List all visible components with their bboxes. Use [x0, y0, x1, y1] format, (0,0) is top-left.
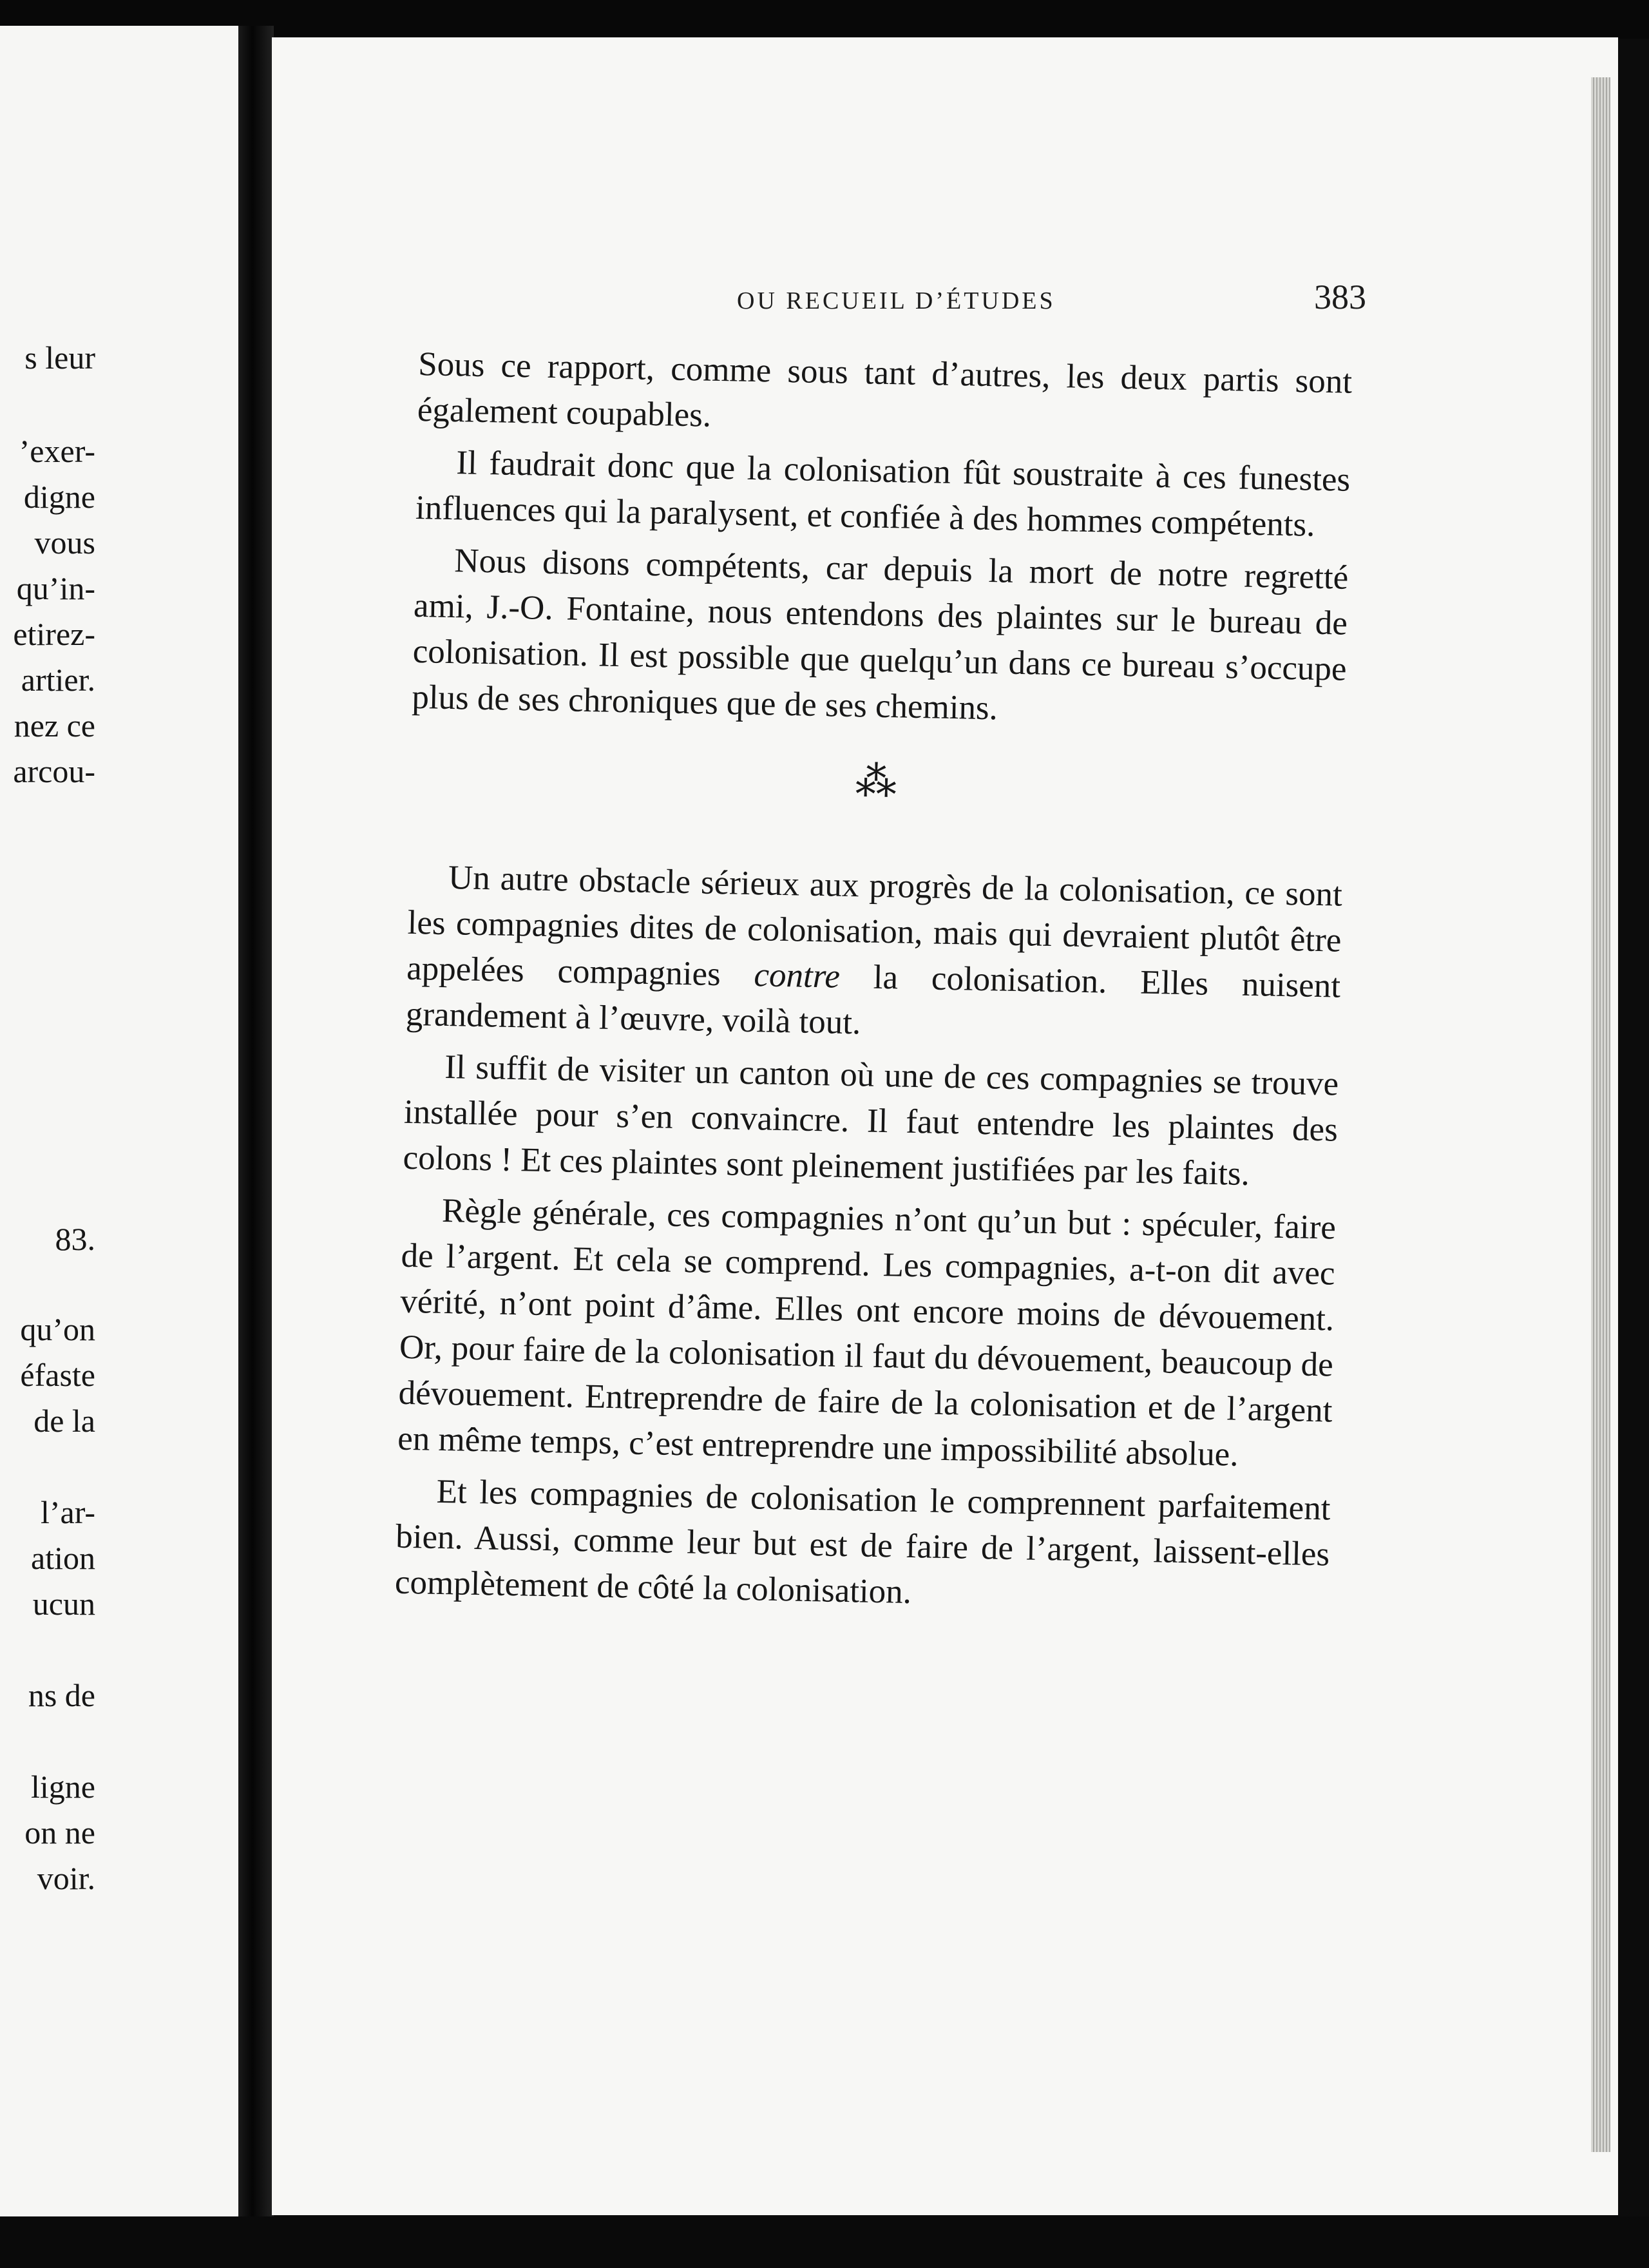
left-line-fragment: on ne	[24, 1814, 95, 1850]
left-line-fragment: artier.	[21, 662, 95, 698]
left-line-fragment: arcou-	[13, 753, 95, 789]
section-asterism: ⁂	[855, 758, 900, 805]
left-line-fragment: 83.	[55, 1221, 95, 1257]
page-number: 383	[1314, 278, 1366, 316]
left-facing-page	[0, 26, 238, 2216]
left-line-fragment: digne	[23, 479, 95, 515]
left-line-fragment: nez ce	[14, 707, 95, 744]
paragraph: Et les compagnies de colonisation le comprennent parfaitement bien. Aussi, comme leur but est de faire de l’argent, laissent-elles complètement de côté la colonisation.	[394, 1472, 1331, 1611]
left-line-fragment: qu’on	[20, 1311, 95, 1347]
left-line-fragment: ns de	[28, 1677, 95, 1713]
left-line-fragment: etirez-	[13, 616, 95, 652]
paragraph: Nous disons compétents, car depuis la mort de notre regretté ami, J.-O. Fontaine, nous entendons des plaintes sur le bureau de colonisation. Il est possible que quelqu’un dans ce bureau s’occupe plus de ses chroniques que de ses chemins.	[411, 542, 1349, 727]
emphasized-word: contre	[754, 956, 841, 995]
running-title: OU RECUEIL D’ÉTUDES	[737, 287, 1056, 314]
left-line-fragment: s leur	[24, 340, 95, 376]
left-line-fragment: l’ar-	[40, 1494, 95, 1530]
left-line-fragment: ligne	[31, 1769, 95, 1805]
left-line-fragment: voir.	[37, 1860, 95, 1896]
page-edge-stack	[1591, 77, 1610, 2152]
left-line-fragment: ation	[31, 1540, 95, 1576]
paragraph	[405, 854, 1342, 1055]
left-line-fragment: vous	[34, 524, 95, 561]
paragraph: Règle générale, ces compagnies n’ont qu’un but : spéculer, faire de l’argent. Et cela se comprend. Les compagnies, a-t-on dit avec vérité, n’ont point d’âme. Elles ont encore moins de dévouement. Or, pour faire de la colonisation il faut du dévouement, beaucoup de dévouement. Entreprendre de faire de la colonisation et de l’argent en même temps, c’est entreprendre une impossibilité absolue.	[397, 1191, 1337, 1474]
scan-bottom-border	[0, 2216, 1649, 2268]
left-line-fragment: qu’in-	[16, 570, 95, 606]
paragraph: Il faudrait donc que la colonisation fût soustraite à ces funestes influences qui la paralysent, et confiée à des hommes compétents.	[415, 444, 1351, 544]
left-line-fragment: éfaste	[20, 1357, 95, 1393]
left-line-fragment: ucun	[32, 1586, 95, 1622]
left-line-fragment: ’exer-	[19, 433, 95, 469]
paragraph-text: la colonisation. Elles nuisent grandement à l’œuvre, voilà tout.	[405, 957, 1341, 1042]
book-gutter	[238, 26, 274, 2216]
paragraph: Sous ce rapport, comme sous tant d’autres, les deux partis sont également coupables.	[417, 345, 1353, 434]
body-text	[394, 341, 1352, 1623]
page-header	[272, 277, 1431, 329]
left-line-fragment: de la	[33, 1403, 95, 1439]
paragraph-text: Un autre obstacle sérieux aux progrès de la colonisation, ce sont les compagnies dites de colonisation, mais qui devraient plutôt être appelées compagnies	[406, 859, 1343, 994]
paragraph: Il suffit de visiter un canton où une de ces compagnies se trouve installée pour s’en convaincre. Il faut entendre les plaintes des colons ! Et ces plaintes sont pleinement justifiées par les faits.	[403, 1048, 1339, 1193]
